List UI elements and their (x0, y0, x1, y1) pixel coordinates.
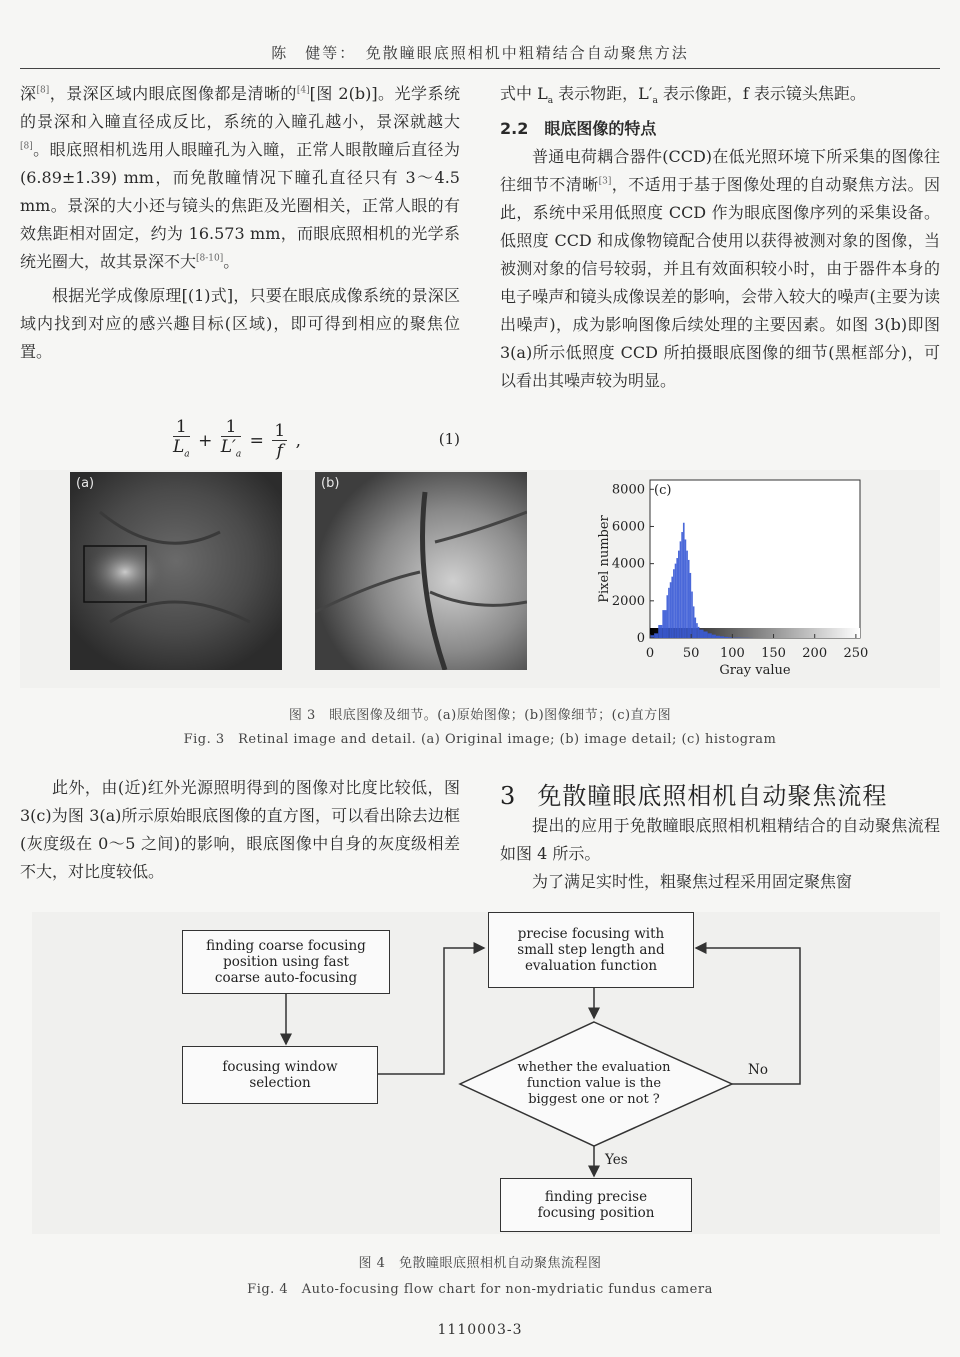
histogram-bar (720, 636, 724, 638)
x-tick-label: 200 (802, 646, 828, 661)
panel-label-c: (c) (654, 483, 672, 498)
histogram-bar (673, 569, 675, 638)
histogram-bar (662, 610, 666, 638)
histogram-bar (678, 551, 680, 638)
histogram-bar (696, 623, 698, 638)
histogram-bar (699, 630, 703, 638)
figure-3-caption-en: Fig. 3 Retinal image and detail. (a) Original image; (b) image detail; (c) histogram (183, 732, 777, 747)
histogram-bar (675, 564, 677, 638)
page-number: 1110003-3 (437, 1322, 523, 1338)
histogram-bar (658, 625, 662, 638)
fraction-1-over-la: $\frac{1}{L_a}$ (173, 417, 190, 460)
flow-box-window-selection: focusing window selection (182, 1046, 378, 1104)
histogram-bar (683, 523, 685, 638)
running-header: 陈 健等： 免散瞳眼底照相机中粗精结合自动聚焦方法 (271, 44, 689, 62)
histogram-bar (680, 541, 682, 638)
right-paragraph-1: 式中 $L_a$ 表示物距，$L'_a$ 表示像距，f 表示镜头焦距。 (500, 84, 866, 107)
panel-label-b: (b) (321, 476, 340, 491)
flow-diamond-decision: whether the evaluation function value is the biggest one or not ? (517, 1060, 671, 1107)
section-heading-3: 3 免散瞳眼底照相机自动聚焦流程 (500, 782, 888, 810)
figure-3 (20, 470, 940, 688)
x-tick-label: 250 (843, 646, 869, 661)
flowchart-connectors (32, 912, 940, 1234)
figure-3-caption-cn: 图 3 眼底图像及细节。(a)原始图像；(b)图像细节；(c)直方图 (288, 708, 672, 723)
histogram-bar (728, 637, 732, 638)
histogram-bar (654, 633, 658, 638)
left-paragraph-3: 此外，由(近)红外光源照明得到的图像对比度比较低，图 3(c)为图 3(a)所示原始眼底图像的直方图，可以看出除去边框(灰度级在 0～5 之间)的影响，眼底图像中自身的灰度级相差不大，对比度较低。 (20, 778, 460, 881)
y-tick-label: 8000 (611, 482, 645, 498)
histogram-bar (716, 636, 720, 638)
fraction-1-over-f: $\frac{1}{f}$ (274, 420, 286, 461)
figure-4-flowchart (32, 912, 940, 1234)
flow-box-coarse-focusing: finding coarse focusing position using fast coarse auto-focusing (182, 930, 390, 994)
histogram-bar (670, 582, 672, 638)
flow-label-yes: Yes (605, 1152, 628, 1168)
x-tick-label: 150 (761, 646, 786, 661)
histogram-bar (668, 588, 670, 638)
right-column-top (500, 80, 940, 395)
y-tick-label: 6000 (611, 519, 645, 535)
figure-4-caption-cn: 图 4 免散瞳眼底照相机自动聚焦流程图 (358, 1256, 602, 1271)
panel-label-a: (a) (76, 476, 95, 491)
retinal-detail-graphic (315, 472, 527, 670)
histogram-bar (671, 577, 673, 638)
retinal-original-image (70, 472, 282, 670)
right-paragraph-3: 提出的应用于免散瞳眼底照相机粗精结合的自动聚焦流程如图 4 所示。 (500, 816, 940, 863)
equation-1: $\frac{1}{L_a}$ + $\frac{1}{L'_a}$ = $\frac{1}{f}$ , (1) (170, 418, 460, 466)
histogram-bar (694, 618, 696, 638)
histogram-chart (570, 470, 900, 685)
fraction-1-over-lap: $\frac{1}{L'_a}$ (220, 417, 242, 460)
equation-number: (1) (438, 430, 460, 448)
left-paragraph-2: 根据光学成像原理[(1)式]，只要在眼底成像系统的景深区域内找到对应的感兴趣目标(区域)，即可得到相应的聚焦位置。 (20, 286, 460, 361)
left-paragraph-1: 深[8]，景深区域内眼底图像都是清晰的[4][图 2(b)]。光学系统的景深和入瞳直径成反比，系统的入瞳孔越小，景深就越大[8]。眼底照相机选用人眼瞳孔为入瞳，正常人眼散瞳后直径为(6.89±1.39) mm，而免散瞳情况下瞳孔直径只有 3～4.5 mm。景深的大小还与镜头的焦距及光圈相关，正常人眼的有效焦距相对固定，约为 16.573 mm，而眼底照相机的光学系统光圈大，故其景深不大[8-10]。 (20, 84, 460, 271)
left-column-top (20, 80, 460, 366)
flow-box-precise-focusing: precise focusing with small step length and evaluation function (488, 912, 694, 988)
histogram-bar (708, 633, 712, 638)
y-tick-label: 0 (636, 631, 645, 646)
histogram-bar (693, 606, 695, 638)
section-heading-2-2: 2.2 眼底图像的特点 (500, 119, 657, 139)
y-tick-label: 2000 (611, 593, 645, 609)
retinal-detail-image (315, 472, 527, 670)
y-axis-label: Pixel number (597, 515, 612, 603)
figure-4-caption-en: Fig. 4 Auto-focusing flow chart for non-mydriatic fundus camera (247, 1282, 713, 1297)
right-paragraph-4: 为了满足实时性，粗聚焦过程采用固定聚焦窗 (532, 872, 853, 891)
histogram-bar (681, 532, 683, 638)
histogram-bar (712, 635, 716, 638)
right-paragraph-2: 普通电荷耦合器件(CCD)在低光照环境下所采集的图像往往细节不清晰[3]，不适用于基于图像处理的自动聚焦方法。因此，系统中采用低照度 CCD 作为眼底图像序列的采集设备。低照度 CCD 和成像物镜配合使用以获得被测对象的图像，当被测对象的信号较弱，并且有效面积较小时，由于器件本身的电子噪声和镜头成像误差的影响，会带入较大的噪声(主要为读出噪声)，成为影响图像后续处理的主要因素。如图 3(b)即图 3(a)所示低照度 CCD 所拍摄眼底图像的细节(黑框部分)，可以看出其噪声较为明显。 (500, 147, 940, 391)
histogram-bar (690, 573, 692, 638)
histogram-bar (686, 551, 688, 638)
flow-label-no: No (748, 1062, 768, 1078)
x-axis-label: Gray value (719, 663, 791, 678)
header-rule (20, 68, 940, 69)
histogram-bar (704, 631, 708, 638)
histogram-bar (688, 560, 690, 638)
flow-box-precise-position: finding precise focusing position (500, 1178, 692, 1232)
x-tick-label: 0 (645, 646, 655, 661)
x-tick-label: 100 (719, 646, 745, 661)
right-column-lower (500, 812, 940, 896)
x-tick-label: 50 (682, 646, 700, 661)
histogram-bar (685, 539, 687, 638)
histogram-bar (691, 592, 693, 638)
y-tick-label: 4000 (611, 556, 645, 572)
retinal-original-graphic (70, 472, 282, 670)
histogram-bar (724, 637, 728, 638)
histogram-bar (676, 558, 678, 638)
histogram-bar (666, 595, 668, 638)
histogram-bar (698, 627, 700, 638)
